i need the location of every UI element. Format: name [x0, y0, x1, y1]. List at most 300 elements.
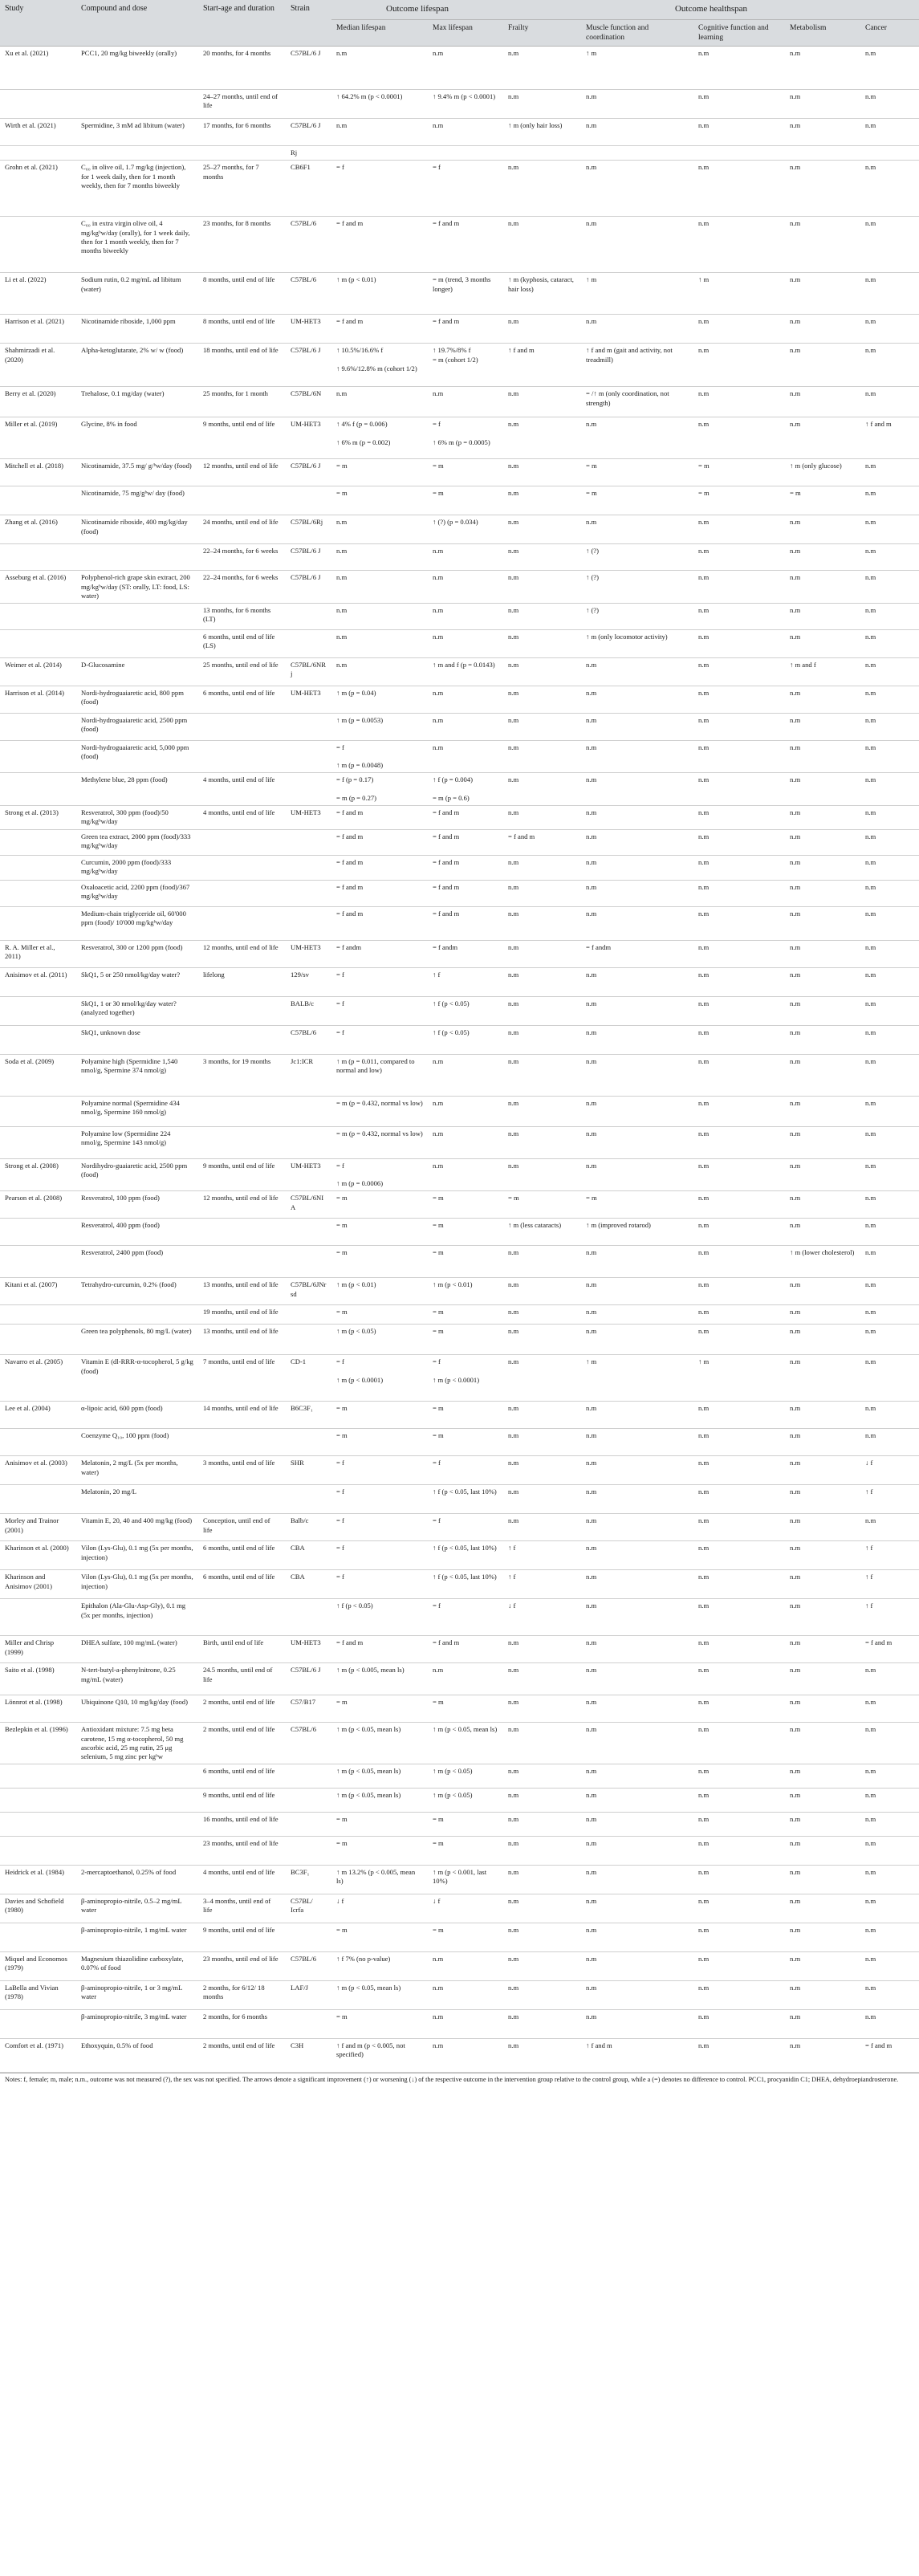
frailty-cell: n.m	[503, 1278, 581, 1305]
cognitive-cell: n.m	[693, 1695, 785, 1723]
metabolism-cell: n.m	[785, 880, 860, 906]
frailty-cell: n.m	[503, 1158, 581, 1191]
muscle-cell: n.m	[581, 713, 693, 740]
cognitive-cell: n.m	[693, 1636, 785, 1663]
frailty-cell: n.m	[503, 1325, 581, 1355]
median-lifespan-cell: ↑ 4% f (p = 0.006) ↑ 6% m (p = 0.002)	[331, 417, 428, 459]
cancer-cell: n.m	[860, 686, 919, 713]
metabolism-cell: n.m	[785, 1514, 860, 1541]
frailty-cell: n.m	[503, 161, 581, 217]
max-lifespan-cell: = m	[428, 1305, 503, 1325]
compound-cell: Green tea polyphenols, 80 mg/L (water)	[76, 1325, 198, 1355]
muscle-cell: ↑ (?)	[581, 544, 693, 571]
cancer-cell: n.m	[860, 940, 919, 967]
cancer-cell: n.m	[860, 1126, 919, 1158]
max-lifespan-cell: ↑ 19.7%/8% f = m (cohort 1/2)	[428, 344, 503, 387]
muscle-cell: n.m	[581, 315, 693, 344]
compound-cell: Resveratrol, 100 ppm (food)	[76, 1191, 198, 1219]
compound-cell: DHEA sulfate, 100 mg/mL (water)	[76, 1636, 198, 1663]
cognitive-cell: n.m	[693, 217, 785, 273]
max-lifespan-cell: ↑ f (p < 0.05)	[428, 1025, 503, 1054]
muscle-cell: n.m	[581, 1429, 693, 1456]
cognitive-cell: n.m	[693, 686, 785, 713]
max-lifespan-cell: ↑ m (p < 0.05)	[428, 1764, 503, 1789]
max-lifespan-cell: n.m	[428, 544, 503, 571]
start-age-cell	[198, 146, 286, 161]
table-row	[0, 2039, 919, 2073]
median-lifespan-cell: n.m	[331, 544, 428, 571]
max-lifespan-cell: = m	[428, 1429, 503, 1456]
cognitive-cell: n.m	[693, 1054, 785, 1096]
cancer-cell: ↑ f	[860, 1485, 919, 1514]
median-lifespan-cell: = f ↑ m (p < 0.0001)	[331, 1355, 428, 1402]
study-cell: Harrison et al. (2014)	[0, 686, 76, 713]
table-notes: Notes: f, female; m, male; n.m., outcome was not measured (?), the sex was not specified. The arrows denote a significant improvement (↑) or worsening (↓) of the respective outcome in the intervention group relative to the control group, while a (=) denotes no difference to control. PCC1, procyanidin C1; DHEA, dehydroepiandrosterone.	[0, 2073, 919, 2085]
study-cell	[0, 713, 76, 740]
study-cell	[0, 90, 76, 119]
start-age-cell: 9 months, until end of life	[198, 1923, 286, 1952]
compound-cell: Medium-chain triglyceride oil, 60'000 ppm (food)/ 10'000 mg/kgᵇw/day	[76, 906, 198, 940]
col-header-compound: Compound and dose	[76, 0, 198, 47]
compound-cell: β-aminopropio-nitrile, 3 mg/mL water	[76, 2010, 198, 2039]
strain-cell: UM-HET3	[286, 940, 331, 967]
compound-cell: Magnesium thiazolidine carboxylate, 0.07% of food	[76, 1952, 198, 1981]
col-header-median-lifespan: Median lifespan	[331, 19, 428, 47]
median-lifespan-cell: = f	[331, 161, 428, 217]
start-age-cell: 24–27 months, until end of life	[198, 90, 286, 119]
study-cell: LaBella and Vivian (1978)	[0, 1981, 76, 2010]
strain-cell	[286, 1305, 331, 1325]
muscle-cell: n.m	[581, 1126, 693, 1158]
strain-cell: Balb/c	[286, 1514, 331, 1541]
muscle-cell: n.m	[581, 1599, 693, 1636]
cancer-cell: n.m	[860, 486, 919, 515]
max-lifespan-cell: n.m	[428, 1158, 503, 1191]
cognitive-cell: n.m	[693, 1429, 785, 1456]
cancer-cell: n.m	[860, 1764, 919, 1789]
study-cell	[0, 1599, 76, 1636]
cognitive-cell: n.m	[693, 1246, 785, 1278]
cancer-cell: n.m	[860, 1723, 919, 1764]
study-cell	[0, 740, 76, 773]
start-age-cell	[198, 906, 286, 940]
frailty-cell: n.m	[503, 387, 581, 417]
cognitive-cell: n.m	[693, 1305, 785, 1325]
cancer-cell: n.m	[860, 805, 919, 829]
frailty-cell: n.m	[503, 1837, 581, 1866]
cancer-cell: ↑ f	[860, 1570, 919, 1599]
cognitive-cell: n.m	[693, 829, 785, 855]
start-age-cell	[198, 996, 286, 1025]
median-lifespan-cell: ↑ f 7% (no p-value)	[331, 1952, 428, 1981]
frailty-cell: ↑ f	[503, 1541, 581, 1570]
start-age-cell: 24.5 months, until end of life	[198, 1663, 286, 1695]
max-lifespan-cell: n.m	[428, 686, 503, 713]
cancer-cell: n.m	[860, 217, 919, 273]
muscle-cell: n.m	[581, 1764, 693, 1789]
start-age-cell	[198, 880, 286, 906]
col-header-muscle: Muscle function and coordination	[581, 19, 693, 47]
max-lifespan-cell: = f and m	[428, 829, 503, 855]
strain-cell	[286, 906, 331, 940]
metabolism-cell: n.m	[785, 906, 860, 940]
frailty-cell: n.m	[503, 996, 581, 1025]
cancer-cell: n.m	[860, 1789, 919, 1813]
strain-cell: UM-HET3	[286, 417, 331, 459]
max-lifespan-cell: n.m	[428, 571, 503, 604]
median-lifespan-cell: ↑ f (p < 0.05)	[331, 1599, 428, 1636]
table-row	[0, 146, 919, 161]
compound-cell: D-Glucosamine	[76, 657, 198, 686]
frailty-cell: n.m	[503, 940, 581, 967]
cancer-cell: = f and m	[860, 1636, 919, 1663]
compound-cell	[76, 1789, 198, 1813]
cognitive-cell: n.m	[693, 1981, 785, 2010]
start-age-cell: 8 months, until end of life	[198, 273, 286, 315]
table-row	[0, 1054, 919, 1096]
metabolism-cell: n.m	[785, 47, 860, 90]
strain-cell	[286, 855, 331, 880]
max-lifespan-cell: = f and m	[428, 880, 503, 906]
muscle-cell: = m	[581, 1191, 693, 1219]
frailty-cell: n.m	[503, 47, 581, 90]
table-row	[0, 967, 919, 996]
strain-cell: 129/sv	[286, 967, 331, 996]
cognitive-cell: n.m	[693, 344, 785, 387]
metabolism-cell: n.m	[785, 161, 860, 217]
start-age-cell	[198, 1246, 286, 1278]
compound-cell: Glycine, 8% in food	[76, 417, 198, 459]
cognitive-cell: n.m	[693, 1025, 785, 1054]
frailty-cell: n.m	[503, 713, 581, 740]
compound-cell: Vilon (Lys-Glu), 0.1 mg (5x per months, injection)	[76, 1541, 198, 1570]
frailty-cell: n.m	[503, 1456, 581, 1485]
strain-cell: C57BL/6	[286, 217, 331, 273]
table-row	[0, 1158, 919, 1191]
table-row	[0, 1355, 919, 1402]
table-row	[0, 1246, 919, 1278]
frailty-cell: n.m	[503, 855, 581, 880]
median-lifespan-cell: = m	[331, 459, 428, 486]
median-lifespan-cell: = m	[331, 1813, 428, 1837]
max-lifespan-cell: = f and m	[428, 315, 503, 344]
frailty-cell: n.m	[503, 486, 581, 515]
frailty-cell: n.m	[503, 1514, 581, 1541]
cancer-cell: n.m	[860, 855, 919, 880]
table-row	[0, 1866, 919, 1894]
start-age-cell: 3 months, until end of life	[198, 1456, 286, 1485]
strain-cell	[286, 1246, 331, 1278]
study-cell: Grohn et al. (2021)	[0, 161, 76, 217]
table-row	[0, 1514, 919, 1541]
metabolism-cell: n.m	[785, 1789, 860, 1813]
table-row	[0, 686, 919, 713]
start-age-cell	[198, 1025, 286, 1054]
cognitive-cell: n.m	[693, 2010, 785, 2039]
table-row	[0, 1894, 919, 1923]
cancer-cell: ↑ f and m	[860, 417, 919, 459]
max-lifespan-cell: ↑ m and f (p = 0.0143)	[428, 657, 503, 686]
compound-cell	[76, 629, 198, 657]
compound-cell	[76, 1305, 198, 1325]
start-age-cell: 6 months, until end of life	[198, 1541, 286, 1570]
table-row	[0, 217, 919, 273]
muscle-cell: n.m	[581, 829, 693, 855]
cancer-cell: n.m	[860, 1923, 919, 1952]
table-row	[0, 459, 919, 486]
muscle-cell: ↑ (?)	[581, 571, 693, 604]
compound-cell: Antioxidant mixture: 7.5 mg beta carotene, 15 mg α-tocopherol, 50 mg ascorbic acid, 25 mg rutin, 25 μg selenium, 5 mg zinc per kgᵇw	[76, 1723, 198, 1764]
metabolism-cell: ↑ m (only glucose)	[785, 459, 860, 486]
cognitive-cell: n.m	[693, 1158, 785, 1191]
max-lifespan-cell: = m (trend, 3 months longer)	[428, 273, 503, 315]
start-age-cell: 24 months, until end of life	[198, 515, 286, 544]
table-row	[0, 1723, 919, 1764]
study-cell	[0, 773, 76, 806]
muscle-cell: n.m	[581, 119, 693, 146]
frailty-cell: n.m	[503, 1813, 581, 1837]
max-lifespan-cell: = m	[428, 1402, 503, 1429]
cognitive-cell: n.m	[693, 161, 785, 217]
max-lifespan-cell: = f	[428, 1514, 503, 1541]
metabolism-cell: n.m	[785, 571, 860, 604]
start-age-cell: 3–4 months, until end of life	[198, 1894, 286, 1923]
compound-cell: β-aminopropio-nitrile, 1 mg/mL water	[76, 1923, 198, 1952]
table-row	[0, 1096, 919, 1126]
strain-cell: Jc1:ICR	[286, 1054, 331, 1096]
strain-cell: C57BL/6	[286, 1723, 331, 1764]
median-lifespan-cell: = f and m	[331, 829, 428, 855]
start-age-cell: 6 months, until end of life	[198, 686, 286, 713]
cognitive-cell: = m	[693, 486, 785, 515]
median-lifespan-cell: = m (p = 0.432, normal vs low)	[331, 1096, 428, 1126]
metabolism-cell: n.m	[785, 119, 860, 146]
cognitive-cell: n.m	[693, 1514, 785, 1541]
table-row	[0, 1191, 919, 1219]
strain-cell	[286, 1429, 331, 1456]
muscle-cell: n.m	[581, 1695, 693, 1723]
metabolism-cell: n.m	[785, 1764, 860, 1789]
start-age-cell: 4 months, until end of life	[198, 1866, 286, 1894]
cognitive-cell: ↑ m	[693, 273, 785, 315]
metabolism-cell: n.m	[785, 1599, 860, 1636]
table-row	[0, 1325, 919, 1355]
compound-cell: Resveratrol, 400 ppm (food)	[76, 1219, 198, 1246]
strain-cell	[286, 740, 331, 773]
compound-cell: PCC1, 20 mg/kg biweekly (orally)	[76, 47, 198, 90]
table-row	[0, 1952, 919, 1981]
col-header-frailty: Frailty	[503, 19, 581, 47]
table-row	[0, 829, 919, 855]
study-cell: Wirth et al. (2021)	[0, 119, 76, 146]
compound-cell: α-lipoic acid, 600 ppm (food)	[76, 1402, 198, 1429]
study-cell	[0, 880, 76, 906]
strain-cell: C57BL/6 J	[286, 119, 331, 146]
start-age-cell: 9 months, until end of life	[198, 417, 286, 459]
study-cell: Saito et al. (1998)	[0, 1663, 76, 1695]
muscle-cell: n.m	[581, 1663, 693, 1695]
cognitive-cell: n.m	[693, 387, 785, 417]
metabolism-cell: n.m	[785, 686, 860, 713]
study-cell: Miller et al. (2019)	[0, 417, 76, 459]
median-lifespan-cell: ↑ m (p < 0.05, mean ls)	[331, 1723, 428, 1764]
compound-cell: C₆₀ in olive oil, 1.7 mg/kg (injection), for 1 week daily, then for 1 month weekly, then for 7 months biweekly	[76, 161, 198, 217]
median-lifespan-cell: ↑ m (p < 0.01)	[331, 1278, 428, 1305]
muscle-cell: n.m	[581, 1054, 693, 1096]
table-row	[0, 880, 919, 906]
cognitive-cell: n.m	[693, 1952, 785, 1981]
table-row	[0, 387, 919, 417]
start-age-cell: 23 months, until end of life	[198, 1837, 286, 1866]
table-row	[0, 740, 919, 773]
study-cell: Lönnrot et al. (1998)	[0, 1695, 76, 1723]
table-row	[0, 417, 919, 459]
frailty-cell: n.m	[503, 603, 581, 629]
median-lifespan-cell: n.m	[331, 387, 428, 417]
compound-cell: SkQ1, 1 or 30 nmol/kg/day water? (analyzed together)	[76, 996, 198, 1025]
cancer-cell: n.m	[860, 1158, 919, 1191]
col-header-cognitive: Cognitive function and learning	[693, 19, 785, 47]
cognitive-cell: n.m	[693, 1723, 785, 1764]
table-row	[0, 1219, 919, 1246]
cancer-cell: n.m	[860, 996, 919, 1025]
max-lifespan-cell: n.m	[428, 2010, 503, 2039]
cognitive-cell: n.m	[693, 996, 785, 1025]
compound-cell: Melatonin, 2 mg/L (5x per months, water)	[76, 1456, 198, 1485]
cognitive-cell: n.m	[693, 119, 785, 146]
cancer-cell: n.m	[860, 1096, 919, 1126]
muscle-cell: n.m	[581, 1402, 693, 1429]
study-cell: Navarro et al. (2005)	[0, 1355, 76, 1402]
max-lifespan-cell: = f and m	[428, 1636, 503, 1663]
frailty-cell: n.m	[503, 1402, 581, 1429]
strain-cell: BALB/c	[286, 996, 331, 1025]
start-age-cell: 6 months, until end of life	[198, 1570, 286, 1599]
metabolism-cell: n.m	[785, 387, 860, 417]
study-cell	[0, 544, 76, 571]
max-lifespan-cell: = f and m	[428, 805, 503, 829]
muscle-cell: n.m	[581, 161, 693, 217]
median-lifespan-cell: n.m	[331, 119, 428, 146]
frailty-cell: ↑ m (kyphosis, cataract, hair loss)	[503, 273, 581, 315]
metabolism-cell: n.m	[785, 1191, 860, 1219]
median-lifespan-cell: ↑ f and m (p < 0.005, not specified)	[331, 2039, 428, 2073]
muscle-cell: n.m	[581, 1723, 693, 1764]
max-lifespan-cell: n.m	[428, 119, 503, 146]
strain-cell	[286, 773, 331, 806]
study-cell: Miquel and Economos (1979)	[0, 1952, 76, 1981]
table-row	[0, 657, 919, 686]
frailty-cell: = m	[503, 1191, 581, 1219]
compound-cell: Ethoxyquin, 0.5% of food	[76, 2039, 198, 2073]
cognitive-cell: n.m	[693, 90, 785, 119]
start-age-cell	[198, 740, 286, 773]
median-lifespan-cell: = f	[331, 1514, 428, 1541]
frailty-cell: n.m	[503, 515, 581, 544]
frailty-cell: n.m	[503, 686, 581, 713]
frailty-cell: n.m	[503, 1894, 581, 1923]
max-lifespan-cell: n.m	[428, 713, 503, 740]
frailty-cell: n.m	[503, 1246, 581, 1278]
muscle-cell: n.m	[581, 1278, 693, 1305]
study-cell: Anisimov et al. (2003)	[0, 1456, 76, 1485]
metabolism-cell: n.m	[785, 1541, 860, 1570]
max-lifespan-cell	[428, 146, 503, 161]
frailty-cell: n.m	[503, 1636, 581, 1663]
strain-cell: C3H	[286, 2039, 331, 2073]
median-lifespan-cell: ↑ m (p = 0.04)	[331, 686, 428, 713]
table-row	[0, 515, 919, 544]
start-age-cell	[198, 486, 286, 515]
median-lifespan-cell: = f	[331, 996, 428, 1025]
col-header-metabolism: Metabolism	[785, 19, 860, 47]
median-lifespan-cell: ↑ m (p < 0.05, mean ls)	[331, 1764, 428, 1789]
study-cell	[0, 1246, 76, 1278]
strain-cell: UM-HET3	[286, 686, 331, 713]
start-age-cell	[198, 1096, 286, 1126]
frailty-cell: ↑ f	[503, 1570, 581, 1599]
max-lifespan-cell: ↑ f (p < 0.05, last 10%)	[428, 1541, 503, 1570]
strain-cell: C57BL/6 J	[286, 47, 331, 90]
strain-cell: C57BL/6NRj	[286, 657, 331, 686]
compound-cell: Nicotinamide, 75 mg/gᵇw/ day (food)	[76, 486, 198, 515]
study-cell	[0, 1025, 76, 1054]
table-row	[0, 161, 919, 217]
cancer-cell: n.m	[860, 1402, 919, 1429]
cognitive-cell: n.m	[693, 1894, 785, 1923]
frailty-cell: n.m	[503, 773, 581, 806]
start-age-cell: 13 months, until end of life	[198, 1325, 286, 1355]
study-cell: Soda et al. (2009)	[0, 1054, 76, 1096]
strain-cell	[286, 1764, 331, 1789]
start-age-cell: lifelong	[198, 967, 286, 996]
start-age-cell: 4 months, until end of life	[198, 805, 286, 829]
muscle-cell: n.m	[581, 1325, 693, 1355]
start-age-cell: 6 months, until end of life	[198, 1764, 286, 1789]
start-age-cell: 17 months, for 6 months	[198, 119, 286, 146]
cancer-cell: n.m	[860, 1278, 919, 1305]
frailty-cell: n.m	[503, 1723, 581, 1764]
strain-cell	[286, 603, 331, 629]
start-age-cell: 12 months, until end of life	[198, 1191, 286, 1219]
muscle-cell: n.m	[581, 1246, 693, 1278]
median-lifespan-cell: = f and m	[331, 880, 428, 906]
study-cell	[0, 1923, 76, 1952]
metabolism-cell: n.m	[785, 1723, 860, 1764]
start-age-cell: Birth, until end of life	[198, 1636, 286, 1663]
table-row	[0, 855, 919, 880]
cognitive-cell: n.m	[693, 1096, 785, 1126]
compound-cell: Oxaloacetic acid, 2200 ppm (food)/367 mg/kgᵇw/day	[76, 880, 198, 906]
start-age-cell: 23 months, until end of life	[198, 1952, 286, 1981]
study-cell: Berry et al. (2020)	[0, 387, 76, 417]
median-lifespan-cell: = m	[331, 1219, 428, 1246]
start-age-cell: 22–24 months, for 6 weeks	[198, 571, 286, 604]
median-lifespan-cell: = f and m	[331, 315, 428, 344]
median-lifespan-cell: = m	[331, 1923, 428, 1952]
max-lifespan-cell: n.m	[428, 629, 503, 657]
metabolism-cell: n.m	[785, 1219, 860, 1246]
strain-cell	[286, 1219, 331, 1246]
start-age-cell	[198, 829, 286, 855]
table-body	[0, 47, 919, 2073]
cognitive-cell: n.m	[693, 1278, 785, 1305]
start-age-cell	[198, 1126, 286, 1158]
start-age-cell: 14 months, until end of life	[198, 1402, 286, 1429]
metabolism-cell: n.m	[785, 967, 860, 996]
compound-cell	[76, 1813, 198, 1837]
compound-cell: Nicotinamide, 37.5 mg/ g/ᵇw/day (food)	[76, 459, 198, 486]
